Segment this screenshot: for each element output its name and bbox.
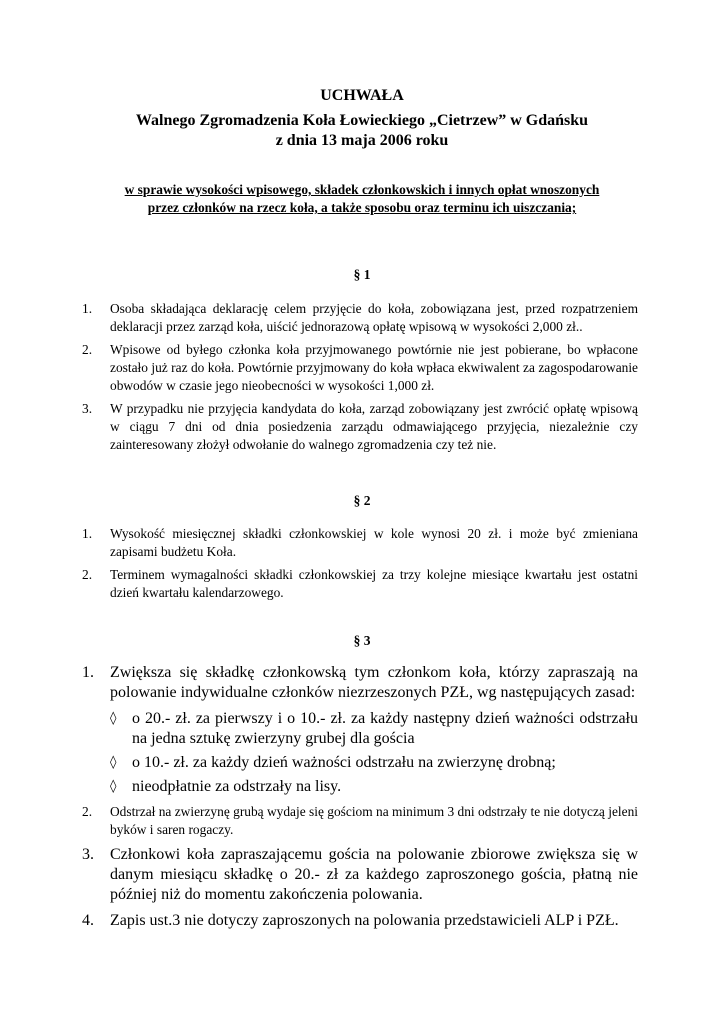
list-item xyxy=(82,566,638,602)
list-item xyxy=(82,300,638,336)
diamond-bullet-icon: ◊ xyxy=(110,779,117,794)
document-subtitle xyxy=(0,111,724,151)
document-title: UCHWAŁA xyxy=(320,87,404,104)
rate-text: o 10.- zł. za każdy dzień ważności odstrzału na zwierzynę drobną; xyxy=(132,754,556,771)
item-text: Zapis ust.3 nie dotyczy zaproszonych na polowania przedstawicieli ALP i PZŁ. xyxy=(110,912,619,929)
section-heading-3: § 3 xyxy=(353,633,371,648)
item-number: 4. xyxy=(82,912,94,929)
subject-line-1: w sprawie wysokości wpisowego, składek członkowskich i innych opłat wnoszonych xyxy=(124,182,600,197)
section-3-list xyxy=(82,663,638,937)
section-heading-1: § 1 xyxy=(353,267,371,282)
item-number: 2. xyxy=(82,567,93,582)
document-subject xyxy=(0,181,724,217)
list-item xyxy=(82,400,638,454)
list-item xyxy=(82,803,638,839)
rate-text: nieodpłatnie za odstrzały na lisy. xyxy=(132,778,342,795)
section-1-list xyxy=(82,300,638,459)
item-number: 3. xyxy=(82,401,93,416)
list-item xyxy=(82,525,638,561)
item-text: Członkowi koła zapraszającemu gościa na polowanie zbiorowe zwiększa się w danym miesiącu składkę o 20.- zł za każdego zaproszonego gościa, płatną nie później niż do momentu zakończenia polowania. xyxy=(110,846,638,903)
document-date: z dnia 13 maja 2006 roku xyxy=(275,132,449,149)
item-number: 1. xyxy=(82,664,94,681)
diamond-bullet-icon: ◊ xyxy=(110,755,117,770)
rate-item xyxy=(110,777,638,797)
rate-item xyxy=(110,753,638,773)
section-2-list xyxy=(82,525,638,607)
diamond-bullet-icon: ◊ xyxy=(110,711,117,726)
item-text: Wysokość miesięcznej składki członkowskiej w kole wynosi 20 zł. i może być zmieniana zapisami budżetu Koła. xyxy=(110,526,638,559)
item-number: 2. xyxy=(82,342,93,357)
item-number: 2. xyxy=(82,804,93,819)
item-text: Osoba składająca deklarację celem przyjęcie do koła, zobowiązana jest, przed rozpatrzeniem deklaracji przez zarząd koła, uiścić jednorazową opłatę wpisową w wysokości 2,000 zł.. xyxy=(110,301,638,334)
item-text: Terminem wymagalności składki członkowskiej za trzy kolejne miesiące kwartału jest ostatni dzień kwartału kalendarzowego. xyxy=(110,567,638,600)
list-item xyxy=(82,911,638,931)
item-number: 3. xyxy=(82,846,94,863)
list-item xyxy=(82,845,638,905)
item-number: 1. xyxy=(82,526,93,541)
item-text: Zwiększa się składkę członkowską tym członkom koła, którzy zapraszają na polowanie indywidualne członków niezrzeszonych PZŁ, wg następujących zasad: xyxy=(110,664,638,701)
assembly-name: Walnego Zgromadzenia Koła Łowieckiego „Cietrzew” w Gdańsku xyxy=(135,112,589,129)
list-item xyxy=(82,341,638,395)
subject-line-2: przez członków na rzecz koła, a także sposobu oraz terminu ich uiszczania; xyxy=(147,200,577,215)
rate-text: o 20.- zł. za pierwszy i o 10.- zł. za każdy następny dzień ważności odstrzału na jedna sztukę zwierzyny grubej dla gościa xyxy=(132,710,638,747)
item-text: W przypadku nie przyjęcia kandydata do koła, zarząd zobowiązany jest zwrócić opłatę wpisową w ciągu 7 dni od dnia posiedzenia zarządu odmawiającego przyjęcia, niezależnie czy zainteresowany złożył odwołanie do walnego zgromadzenia czy też nie. xyxy=(110,401,638,452)
item-text: Wpisowe od byłego członka koła przyjmowanego powtórnie nie jest pobierane, bo wpłacone zostało już raz do koła. Powtórnie przyjmowany do koła wpłaca ekwiwalent za zagospodarowanie obwodów w czasie jego nieobecności w wysokości 1,000 zł. xyxy=(110,342,638,393)
item-number: 1. xyxy=(82,301,93,316)
rate-item xyxy=(110,709,638,749)
item-text: Odstrzał na zwierzynę grubą wydaje się gościom na minimum 3 dni odstrzały te nie dotyczą jeleni byków i saren rogaczy. xyxy=(110,804,638,837)
section-heading-2: § 2 xyxy=(353,493,371,508)
list-item xyxy=(82,663,638,797)
rate-list xyxy=(110,709,638,797)
